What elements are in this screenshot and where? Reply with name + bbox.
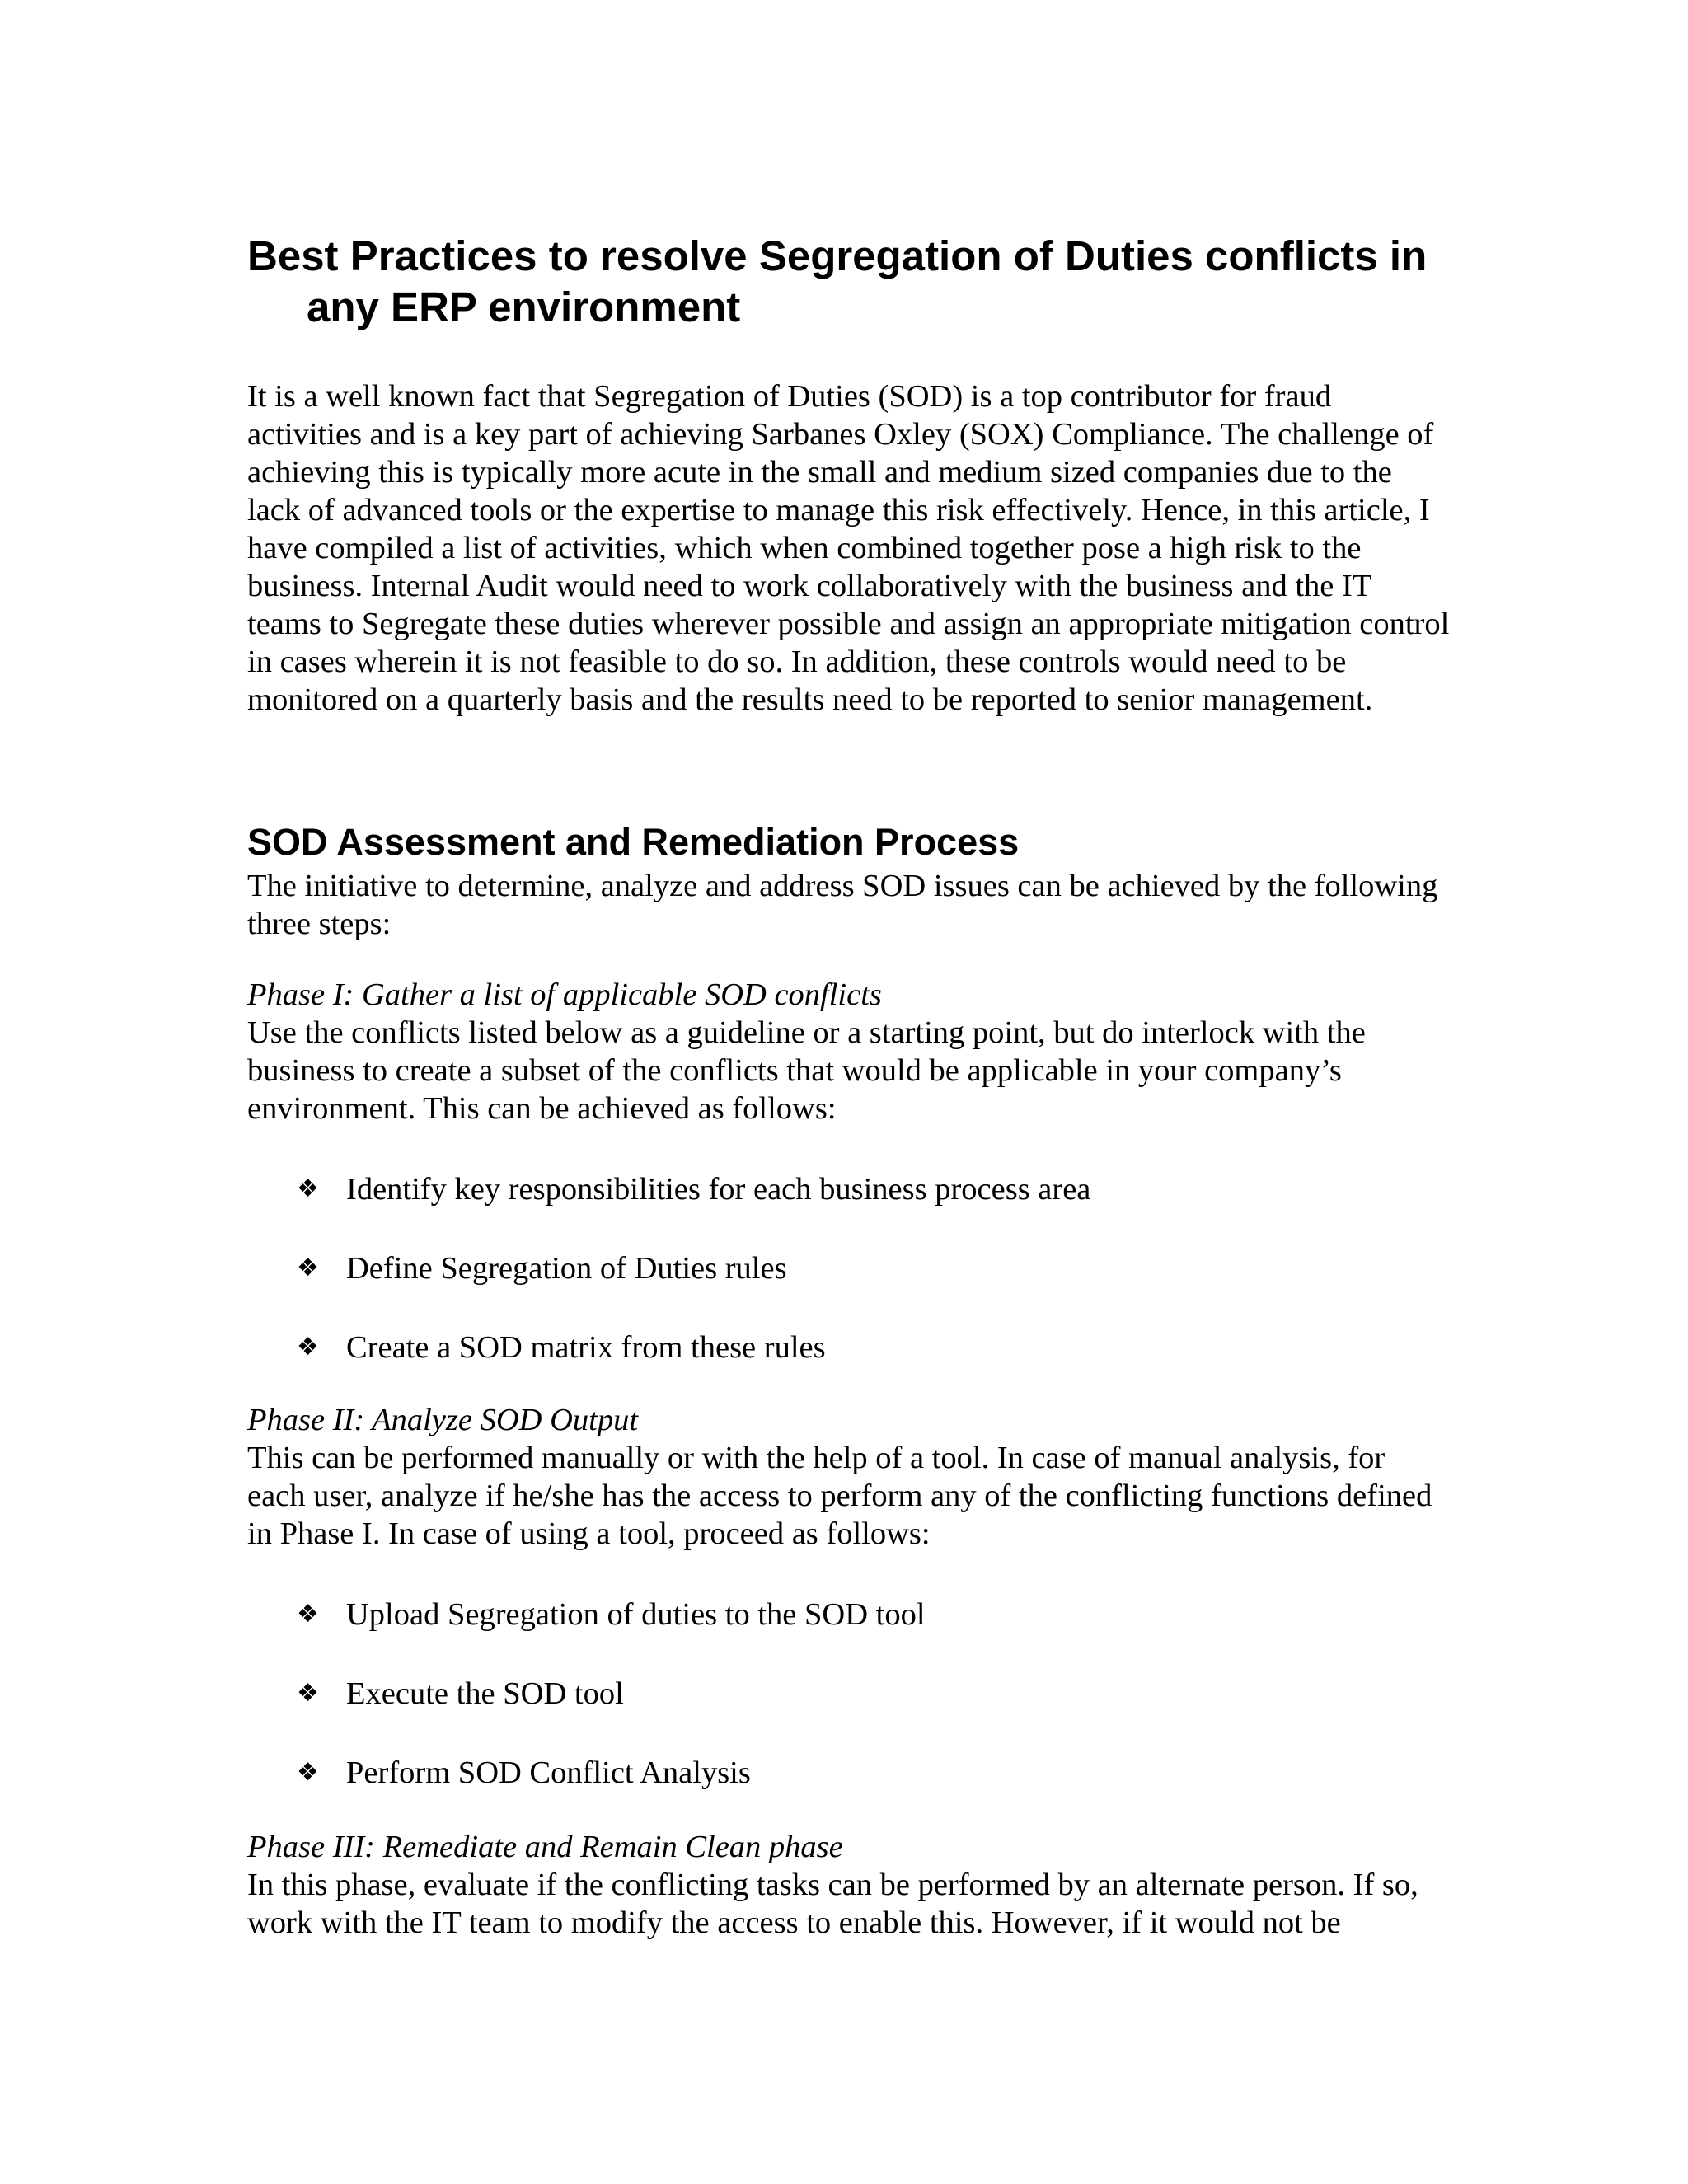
list-item-text: Create a SOD matrix from these rules xyxy=(346,1330,826,1365)
phase-3-title: Phase III: Remediate and Remain Clean phase xyxy=(247,1830,843,1864)
list-item xyxy=(297,1596,926,1633)
four-diamond-bullet-icon: ❖ xyxy=(297,1600,319,1629)
list-item xyxy=(297,1170,1090,1208)
four-diamond-bullet-icon: ❖ xyxy=(297,1254,319,1282)
four-diamond-bullet-icon: ❖ xyxy=(297,1333,319,1361)
list-item xyxy=(297,1675,926,1713)
list-item-text: Perform SOD Conflict Analysis xyxy=(346,1755,751,1790)
phase-1-title: Phase I: Gather a list of applicable SOD conflicts xyxy=(247,977,882,1012)
list-item-text: Execute the SOD tool xyxy=(346,1676,624,1711)
phase-2-bullet-list xyxy=(297,1596,926,1833)
section-heading: SOD Assessment and Remediation Process xyxy=(247,821,1020,863)
list-item-text: Define Segregation of Duties rules xyxy=(346,1251,787,1286)
four-diamond-bullet-icon: ❖ xyxy=(297,1679,319,1708)
phase-1-body: Use the conflicts listed below as a guideline or a starting point, but do interlock with the business to create a subset of the conflicts that would be applicable in your company’s environment. This can be achieved as follows: xyxy=(247,1015,1366,1126)
list-item-text: Identify key responsibilities for each business process area xyxy=(346,1172,1091,1207)
phase-1-bullet-list xyxy=(297,1170,1090,1408)
phase-2-body: This can be performed manually or with the help of a tool. In case of manual analysis, for each user, analyze if he/she has the access to perform any of the conflicting functions defined in Phase I. In case of using a tool, proceed as follows: xyxy=(247,1441,1432,1551)
four-diamond-bullet-icon: ❖ xyxy=(297,1174,319,1203)
four-diamond-bullet-icon: ❖ xyxy=(297,1758,319,1787)
phase-2-title: Phase II: Analyze SOD Output xyxy=(247,1403,639,1437)
list-item xyxy=(297,1329,1090,1366)
list-item xyxy=(297,1754,926,1792)
list-item xyxy=(297,1249,1090,1287)
phase-3-body: In this phase, evaluate if the conflicting tasks can be performed by an alternate person. If so, work with the IT team to modify the access to enable this. However, if it would not be xyxy=(247,1868,1418,1940)
document-page xyxy=(247,231,1451,1940)
section-intro-paragraph: The initiative to determine, analyze and address SOD issues can be achieved by the following three steps: xyxy=(247,869,1438,941)
document-title: Best Practices to resolve Segregation of Duties conflicts in any ERP environment xyxy=(247,232,1428,330)
intro-paragraph: It is a well known fact that Segregation of Duties (SOD) is a top contributor for fraud activities and is a key part of achieving Sarbanes Oxley (SOX) Compliance. The challenge of achieving this is typically more acute in the small and medium sized companies due to the lack of advanced tools or the expertise to manage this risk effectively. Hence, in this article, I have compiled a list of activities, which when combined together pose a high risk to the business. Internal Audit would need to work collaboratively with the business and the IT teams to Segregate these duties wherever possible and assign an appropriate mitigation control in cases wherein it is not feasible to do so. In addition, these controls would need to be monitored on a quarterly basis and the results need to be reported to senior management. xyxy=(247,379,1450,717)
list-item-text: Upload Segregation of duties to the SOD tool xyxy=(346,1597,926,1632)
